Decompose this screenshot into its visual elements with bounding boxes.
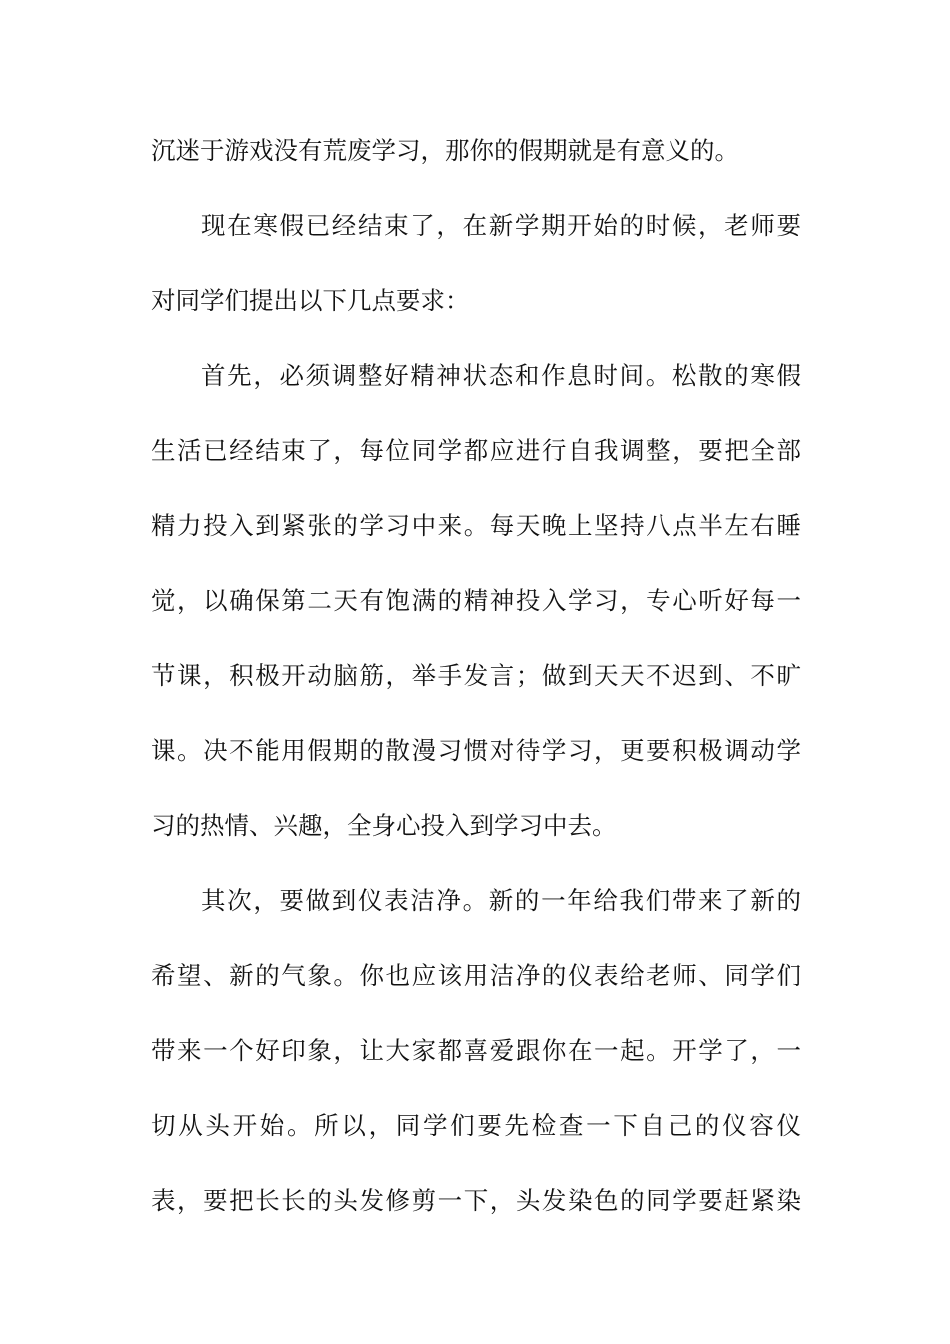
text-line-11: 其次，要做到仪表洁净。新的一年给我们带来了新的 <box>201 886 801 915</box>
text-line-10: 习的热情、兴趣，全身心投入到学习中去。 <box>151 811 617 840</box>
text-line-3: 对同学们提出以下几点要求： <box>151 286 470 315</box>
text-line-1: 沉迷于游戏没有荒废学习，那你的假期就是有意义的。 <box>151 136 739 165</box>
text-line-15: 表，要把长长的头发修剪一下，头发染色的同学要赶紧染 <box>151 1186 801 1215</box>
text-line-4: 首先，必须调整好精神状态和作息时间。松散的寒假 <box>201 361 801 390</box>
text-line-12: 希望、新的气象。你也应该用洁净的仪表给老师、同学们 <box>151 961 801 990</box>
text-line-9: 课。决不能用假期的散漫习惯对待学习，更要积极调动学 <box>151 736 801 765</box>
text-line-8: 节课，积极开动脑筋，举手发言；做到天天不迟到、不旷 <box>151 661 801 690</box>
text-line-14: 切从头开始。所以，同学们要先检查一下自己的仪容仪 <box>151 1111 801 1140</box>
text-line-6: 精力投入到紧张的学习中来。每天晚上坚持八点半左右睡 <box>151 511 801 540</box>
text-line-5: 生活已经结束了，每位同学都应进行自我调整，要把全部 <box>151 436 801 465</box>
text-line-7: 觉，以确保第二天有饱满的精神投入学习，专心听好每一 <box>151 586 801 615</box>
text-line-13: 带来一个好印象，让大家都喜爱跟你在一起。开学了，一 <box>151 1036 801 1065</box>
text-line-2: 现在寒假已经结束了，在新学期开始的时候，老师要 <box>201 211 801 240</box>
